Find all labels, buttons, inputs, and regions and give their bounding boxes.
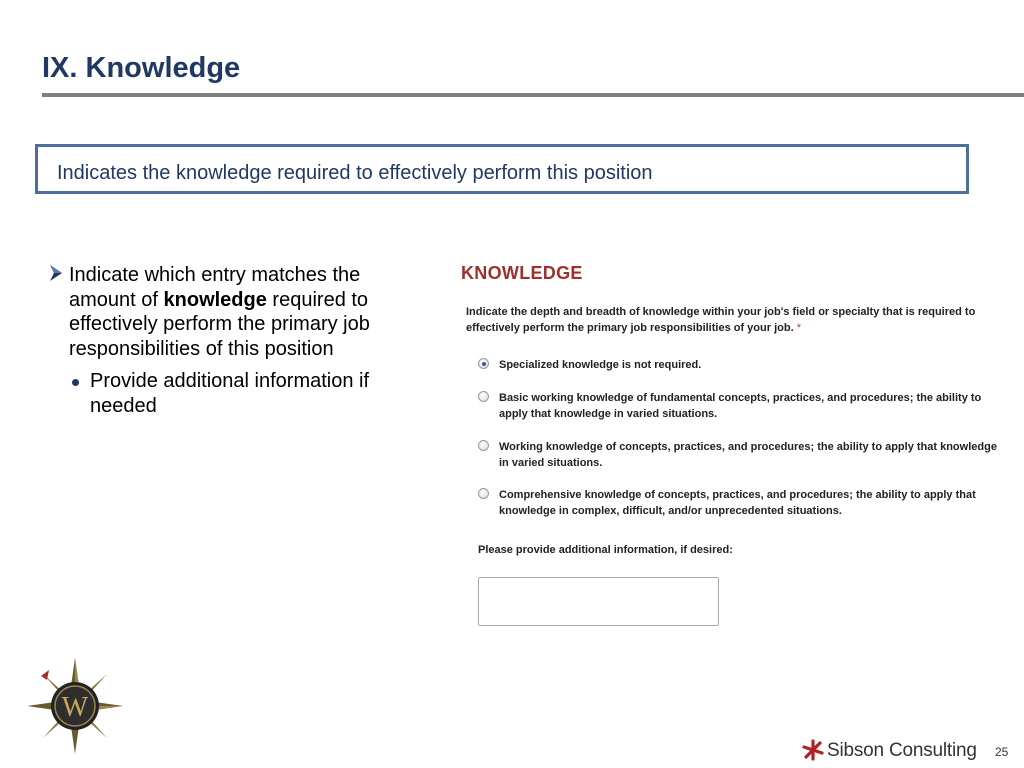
radio-option-label: Comprehensive knowledge of concepts, practices, and procedures; the ability to apply that knowledge in complex, difficult, and/or unprecedented situations. — [499, 489, 976, 517]
radio-option-label: Basic working knowledge of fundamental concepts, practices, and procedures; the ability to apply that knowledge in varied situations. — [499, 392, 982, 420]
required-marker: * — [796, 322, 801, 334]
additional-info-label: Please provide additional information, if desired: — [478, 544, 733, 556]
sub-bullet-text: Provide additional information if needed — [90, 370, 370, 417]
arrow-bullet-icon — [48, 264, 64, 282]
brand-name: Sibson Consulting — [827, 740, 977, 761]
sibson-star-icon — [802, 739, 824, 761]
title-divider — [42, 93, 1024, 97]
radio-button[interactable] — [478, 391, 489, 402]
bullet-list — [48, 263, 428, 418]
slide-title: IX. Knowledge — [42, 52, 241, 84]
form-heading: KNOWLEDGE — [461, 263, 583, 283]
bullet-item-main — [48, 263, 428, 361]
callout-box — [35, 144, 969, 194]
compass-logo — [25, 656, 125, 756]
dot-bullet-icon — [72, 379, 79, 386]
radio-option-label: Working knowledge of concepts, practices, and procedures; the ability to apply that knowledge in varied situations. — [499, 441, 997, 469]
question-text: Indicate the depth and breadth of knowledge within your job's field or specialty that is required to effectively perform the primary job responsibilities of your job. — [466, 306, 976, 334]
radio-option-label: Specialized knowledge is not required. — [499, 359, 702, 371]
radio-button[interactable] — [478, 488, 489, 499]
callout-text: Indicates the knowledge required to effectively perform this position — [57, 162, 653, 184]
radio-button-selected[interactable] — [478, 358, 489, 369]
bullet-text-post: required to effectively perform the primary job responsibilities of this position — [69, 288, 370, 360]
form-question — [466, 304, 1006, 336]
bullet-item-sub — [48, 369, 428, 418]
bullet-text-pre: Indicate which entry matches the amount of — [69, 264, 361, 311]
additional-info-textarea[interactable] — [478, 577, 719, 626]
radio-button[interactable] — [478, 440, 489, 451]
bullet-text-bold: knowledge — [163, 288, 267, 311]
page-number: 25 — [995, 745, 1009, 759]
logo-letter: W — [61, 692, 89, 723]
footer — [802, 737, 1024, 765]
